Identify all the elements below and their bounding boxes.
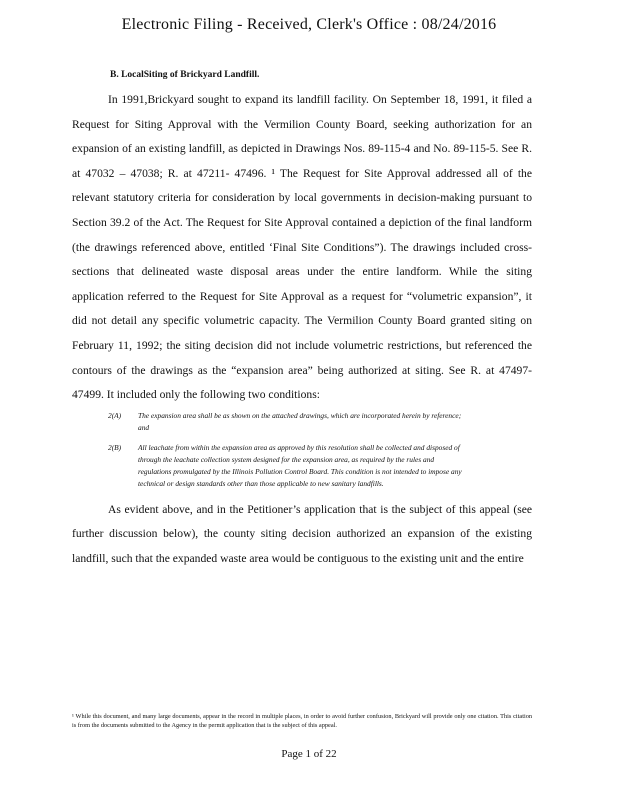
paragraph-siting-request	[72, 88, 532, 408]
electronic-filing-header: Electronic Filing - Received, Clerk's Office : 08/24/2016	[121, 16, 497, 33]
condition-item	[108, 442, 532, 490]
paragraph-siting-request-text: In 1991,Brickyard sought to expand its landfill facility. On September 18, 1991, it filed a Request for Siting Approval with the Vermilion County Board, seeking authorization for an expansion of an existing landfill, as depicted in Drawings Nos. 89-115-4 and No. 89-115-5. See R. at 47032 – 47038; R. at 47211- 47496. ¹ The Request for Site Approval addressed all of the relevant statutory criteria for consideration by local governments in decision-making pursuant to Section 39.2 of the Act. The Request for Site Approval contained a depiction of the final landform (the drawings referenced above, entitled ‘Final Site Conditions”). The drawings included cross-sections that delineated waste disposal areas under the entire landform. While the siting application referred to the Request for Site Approval as a request for “volumetric expansion”, it did not detail any specific volumetric capacity. The Vermilion County Board granted siting on February 11, 1992; the siting decision did not include volumetric restrictions, but referenced the contours of the drawings as the “expansion area” being authorized at siting. See R. at 47497-47499. It included only the following two conditions:	[72, 93, 532, 402]
paragraph-county-decision-text: As evident above, and in the Petitioner’s application that is the subject of this appeal (see further discussion below), the county siting decision authorized an expansion of the existing landfill, such that the expanded waste area would be contiguous to the existing unit and the entire	[72, 502, 532, 565]
condition-item	[108, 410, 532, 434]
document-body	[72, 70, 532, 572]
condition-text: The expansion area shall be as shown on the attached drawings, which are incorporated herein by reference; and	[138, 410, 462, 432]
conditions-blockquote	[108, 410, 532, 490]
condition-text: All leachate from within the expansion area as approved by this resolution shall be collected and disposed of through the leachate collection system designed for the expansion area, as required by the rules and regulations promulgated by the Illinois Pollution Control Board. This condition is not intended to impose any technical or design standards other than those applicable to new sanitary landfills.	[138, 442, 462, 488]
footnote: ¹ While this document, and many large documents, appear in the record in multiple places, in order to avoid further confusion, Brickyard will provide only one citation. This citation is from the documents submitted to the Agency in the permit application that is the subject of this appeal.	[72, 713, 532, 729]
page-number: Page 1 of 22	[281, 748, 337, 760]
paragraph-county-decision	[72, 498, 532, 572]
condition-number: 2(B)	[108, 442, 122, 452]
section-heading: B. LocalSiting of Brickyard Landfill.	[110, 70, 260, 80]
condition-number: 2(A)	[108, 410, 122, 420]
